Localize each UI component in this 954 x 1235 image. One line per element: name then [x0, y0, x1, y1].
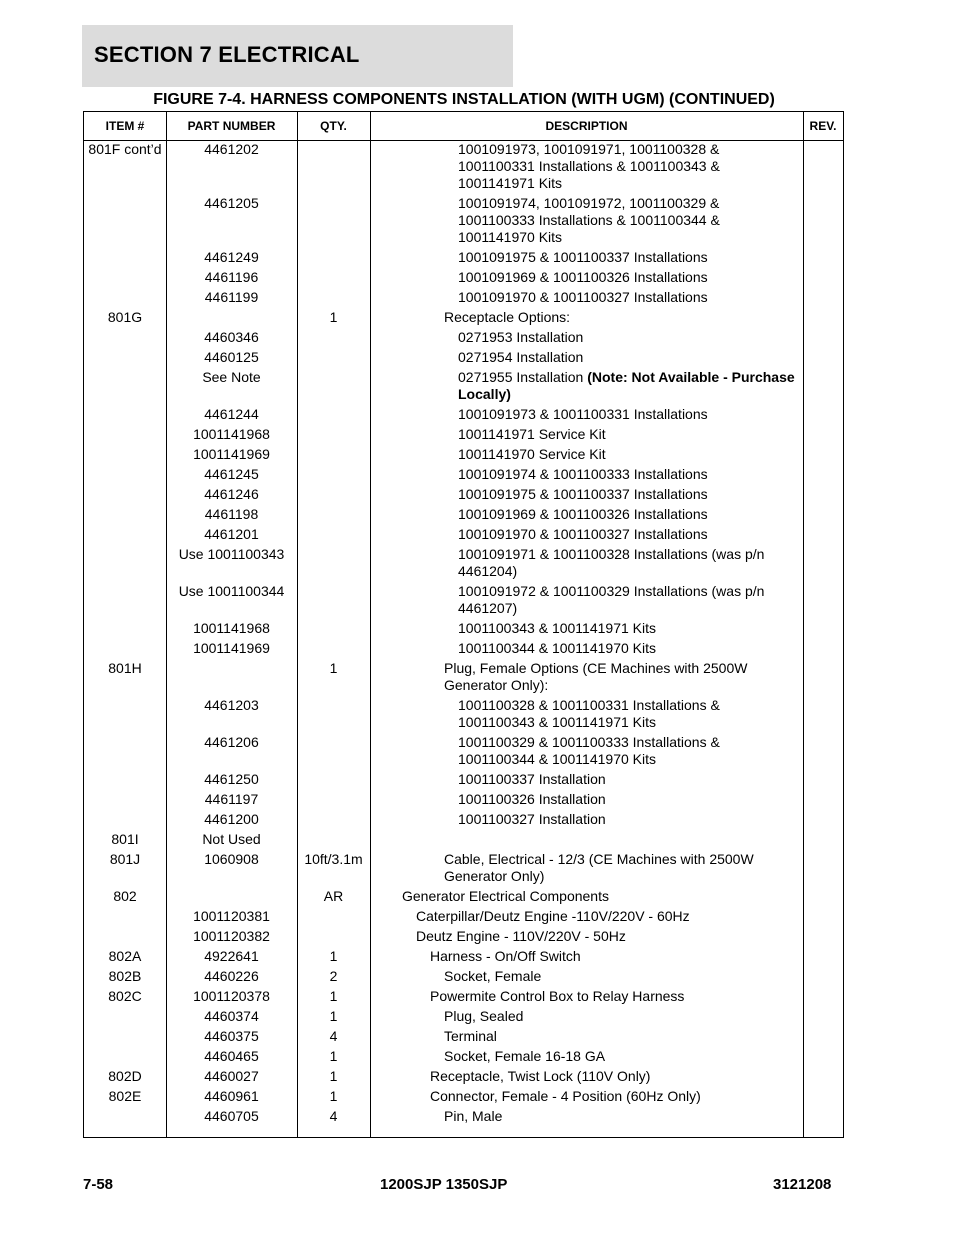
header-qty: QTY. — [320, 119, 347, 133]
table-row — [84, 329, 843, 346]
description-text: Powermite Control Box to Relay Harness — [430, 988, 685, 1004]
description-text: Pin, Male — [444, 1108, 503, 1124]
part-number: 4461197 — [204, 791, 259, 807]
part-number: 4461245 — [204, 466, 259, 482]
description — [458, 249, 797, 266]
part-number: 4461249 — [204, 249, 259, 265]
description-text: 1001091972 & 1001100329 Installations (was p/n 4461207) — [458, 583, 765, 616]
table-row — [84, 734, 843, 768]
table-row — [84, 195, 843, 246]
description-text: 1001091970 & 1001100327 Installations — [458, 526, 708, 542]
description-text: Receptacle, Twist Lock (110V Only) — [430, 1068, 651, 1084]
item-number: 801F cont’d — [88, 141, 162, 157]
part-number: 4460961 — [204, 1088, 259, 1104]
description — [444, 1028, 797, 1045]
part-number: 4461199 — [204, 289, 259, 305]
description — [458, 466, 797, 483]
description — [402, 888, 797, 905]
description — [458, 771, 797, 788]
table-row — [84, 309, 843, 326]
description-text: 1001091975 & 1001100337 Installations — [458, 486, 708, 502]
description — [430, 948, 797, 965]
description — [444, 660, 797, 694]
item-number: 801J — [109, 851, 141, 867]
description-text: 1001100343 & 1001141971 Kits — [458, 620, 656, 636]
table-row — [84, 640, 843, 657]
quantity: AR — [323, 888, 344, 904]
table-row — [84, 1068, 843, 1085]
part-number: 4461246 — [204, 486, 259, 502]
table-row — [84, 546, 843, 580]
table-row — [84, 583, 843, 617]
description — [458, 506, 797, 523]
description-text: 1001091969 & 1001100326 Installations — [458, 506, 708, 522]
description-text: 1001091969 & 1001100326 Installations — [458, 269, 708, 285]
description — [458, 426, 797, 443]
part-number: Use 1001100344 — [178, 583, 285, 599]
table-row — [84, 851, 843, 885]
item-number: 802B — [108, 968, 142, 984]
description-text: 0271953 Installation — [458, 329, 584, 345]
description — [458, 446, 797, 463]
description — [458, 620, 797, 637]
header-description: DESCRIPTION — [545, 119, 628, 133]
part-number: 4461244 — [204, 406, 259, 422]
part-number: 1001120381 — [193, 908, 270, 924]
quantity: 1 — [329, 948, 338, 964]
header-part-number: PART NUMBER — [187, 119, 276, 133]
part-number: 4461205 — [204, 195, 259, 211]
quantity: 4 — [329, 1028, 338, 1044]
quantity: 10ft/3.1m — [304, 851, 363, 867]
table-row — [84, 968, 843, 985]
table-row — [84, 1108, 843, 1125]
quantity: 1 — [329, 309, 338, 325]
figure-title: FIGURE 7-4. HARNESS COMPONENTS INSTALLATION (WITH UGM) (CONTINUED) — [153, 91, 775, 108]
description-text: 1001100327 Installation — [458, 811, 606, 827]
part-number: 1001141968 — [193, 620, 270, 636]
part-number: 4461196 — [204, 269, 259, 285]
quantity: 4 — [329, 1108, 338, 1124]
table-row — [84, 1028, 843, 1045]
part-number: Not Used — [202, 831, 261, 847]
item-number: 802C — [108, 988, 142, 1004]
part-number: 4461202 — [204, 141, 259, 157]
description-text: 0271955 Installation — [458, 369, 588, 385]
part-number: 4460374 — [204, 1008, 259, 1024]
quantity: 1 — [329, 1068, 338, 1084]
description-text: Cable, Electrical - 12/3 (CE Machines with 2500W Generator Only) — [444, 851, 754, 884]
item-number: 801G — [107, 309, 143, 325]
table-row — [84, 791, 843, 808]
description — [444, 1048, 797, 1065]
description — [458, 791, 797, 808]
description-text: Receptacle Options: — [444, 309, 571, 325]
item-number: 802 — [113, 888, 137, 904]
description-text: 1001100328 & 1001100331 Installations & 1001100343 & 1001141971 Kits — [458, 697, 720, 730]
part-number: 4460375 — [204, 1028, 259, 1044]
quantity: 1 — [329, 1048, 338, 1064]
part-number: 4460705 — [204, 1108, 259, 1124]
description — [458, 811, 797, 828]
page-number: 7-58 — [83, 1176, 114, 1193]
description — [430, 1068, 797, 1085]
part-number: 4460125 — [204, 349, 259, 365]
item-number: 801H — [108, 660, 142, 676]
part-number: See Note — [202, 369, 261, 385]
table-row — [84, 697, 843, 731]
table-row — [84, 1088, 843, 1105]
part-number: 4461203 — [204, 697, 259, 713]
description-text: 1001091974, 1001091972, 1001100329 & 1001100333 Installations & 1001100344 & 1001141970 Kits — [458, 195, 720, 245]
description-text: Plug, Sealed — [444, 1008, 524, 1024]
description-text: Caterpillar/Deutz Engine -110V/220V - 60Hz — [416, 908, 690, 924]
quantity: 2 — [329, 968, 338, 984]
item-number: 802E — [108, 1088, 142, 1104]
part-number: 4461250 — [204, 771, 259, 787]
table-row — [84, 141, 843, 192]
part-number: 4461198 — [204, 506, 259, 522]
description-text: 1001091973 & 1001100331 Installations — [458, 406, 708, 422]
table-row — [84, 289, 843, 306]
header-rev: REV. — [809, 119, 837, 133]
part-number: 1001141969 — [193, 446, 270, 462]
description — [458, 734, 797, 768]
quantity: 1 — [329, 660, 338, 676]
description-text: Socket, Female — [444, 968, 542, 984]
description-text: Deutz Engine - 110V/220V - 50Hz — [416, 928, 626, 944]
part-number: 4460226 — [204, 968, 259, 984]
description-text: 1001141971 Service Kit — [458, 426, 606, 442]
description — [430, 988, 797, 1005]
description-text: 1001100329 & 1001100333 Installations & 1001100344 & 1001141970 Kits — [458, 734, 720, 767]
description — [458, 195, 797, 246]
description-text: Harness - On/Off Switch — [430, 948, 581, 964]
table-row — [84, 369, 843, 403]
table-body — [84, 141, 843, 1128]
description-text: 1001091971 & 1001100328 Installations (was p/n 4461204) — [458, 546, 765, 579]
table-row — [84, 811, 843, 828]
quantity: 1 — [329, 1008, 338, 1024]
item-number: 801I — [111, 831, 139, 847]
part-number: 1001120382 — [193, 928, 270, 944]
part-number: 1060908 — [204, 851, 259, 867]
table-row — [84, 988, 843, 1005]
description — [458, 369, 797, 403]
table-row — [84, 948, 843, 965]
part-number: 4461206 — [204, 734, 259, 750]
part-number: 4460465 — [204, 1048, 259, 1064]
description — [430, 1088, 797, 1105]
section-title: SECTION 7 ELECTRICAL — [94, 42, 360, 67]
part-number: 4461201 — [204, 526, 259, 542]
description — [458, 269, 797, 286]
part-number: 4922641 — [204, 948, 259, 964]
item-number: 802A — [108, 948, 142, 964]
description-text: 1001141970 Service Kit — [458, 446, 606, 462]
table-row — [84, 249, 843, 266]
description — [444, 851, 797, 885]
description-text: 0271954 Installation — [458, 349, 584, 365]
description — [458, 406, 797, 423]
description — [458, 583, 797, 617]
table-row — [84, 1048, 843, 1065]
description — [444, 309, 797, 326]
description-text: 1001091970 & 1001100327 Installations — [458, 289, 708, 305]
description — [458, 526, 797, 543]
table-row — [84, 1008, 843, 1025]
part-number: 4461200 — [204, 811, 259, 827]
table-row — [84, 771, 843, 788]
description — [458, 697, 797, 731]
table-row — [84, 526, 843, 543]
description — [416, 928, 797, 945]
table-row — [84, 928, 843, 945]
table-row — [84, 908, 843, 925]
table-row — [84, 466, 843, 483]
table-row — [84, 269, 843, 286]
parts-table — [83, 111, 844, 1138]
description-text: 1001100344 & 1001141970 Kits — [458, 640, 656, 656]
quantity: 1 — [329, 988, 338, 1004]
description — [458, 329, 797, 346]
description-note: (Note: Not Available - Purchase Locally) — [458, 369, 795, 402]
description-text: 1001091973, 1001091971, 1001100328 & 1001100331 Installations & 1001100343 & 1001141971 Kits — [458, 141, 720, 191]
table-row — [84, 446, 843, 463]
description — [444, 968, 797, 985]
description — [444, 1008, 797, 1025]
quantity: 1 — [329, 1088, 338, 1104]
table-row — [84, 506, 843, 523]
table-row — [84, 888, 843, 905]
table-row — [84, 831, 843, 848]
description-text: Socket, Female 16-18 GA — [444, 1048, 606, 1064]
table-row — [84, 426, 843, 443]
table-row — [84, 349, 843, 366]
part-number: 1001141969 — [193, 640, 270, 656]
document-number: 3121208 — [773, 1176, 832, 1193]
table-row — [84, 620, 843, 637]
description — [458, 141, 797, 192]
description-text: Generator Electrical Components — [402, 888, 609, 904]
description-text: 1001091974 & 1001100333 Installations — [458, 466, 708, 482]
part-number: 1001141968 — [193, 426, 270, 442]
header-item: ITEM # — [105, 119, 145, 133]
description — [458, 640, 797, 657]
table-row — [84, 660, 843, 694]
table-row — [84, 406, 843, 423]
description — [444, 1108, 797, 1125]
description — [458, 289, 797, 306]
item-number: 802D — [108, 1068, 142, 1084]
part-number: 4460027 — [204, 1068, 259, 1084]
description-text: Connector, Female - 4 Position (60Hz Only) — [430, 1088, 701, 1104]
table-row — [84, 486, 843, 503]
description — [458, 349, 797, 366]
description — [416, 908, 797, 925]
description-text: 1001100326 Installation — [458, 791, 606, 807]
description-text: Terminal — [444, 1028, 497, 1044]
description — [458, 486, 797, 503]
part-number: Use 1001100343 — [178, 546, 285, 562]
part-number: 4460346 — [204, 329, 259, 345]
description-text: 1001091975 & 1001100337 Installations — [458, 249, 708, 265]
description-text: Plug, Female Options (CE Machines with 2500W Generator Only): — [444, 660, 748, 693]
part-number: 1001120378 — [193, 988, 270, 1004]
description — [458, 546, 797, 580]
description-text: 1001100337 Installation — [458, 771, 606, 787]
model-numbers: 1200SJP 1350SJP — [380, 1176, 508, 1193]
